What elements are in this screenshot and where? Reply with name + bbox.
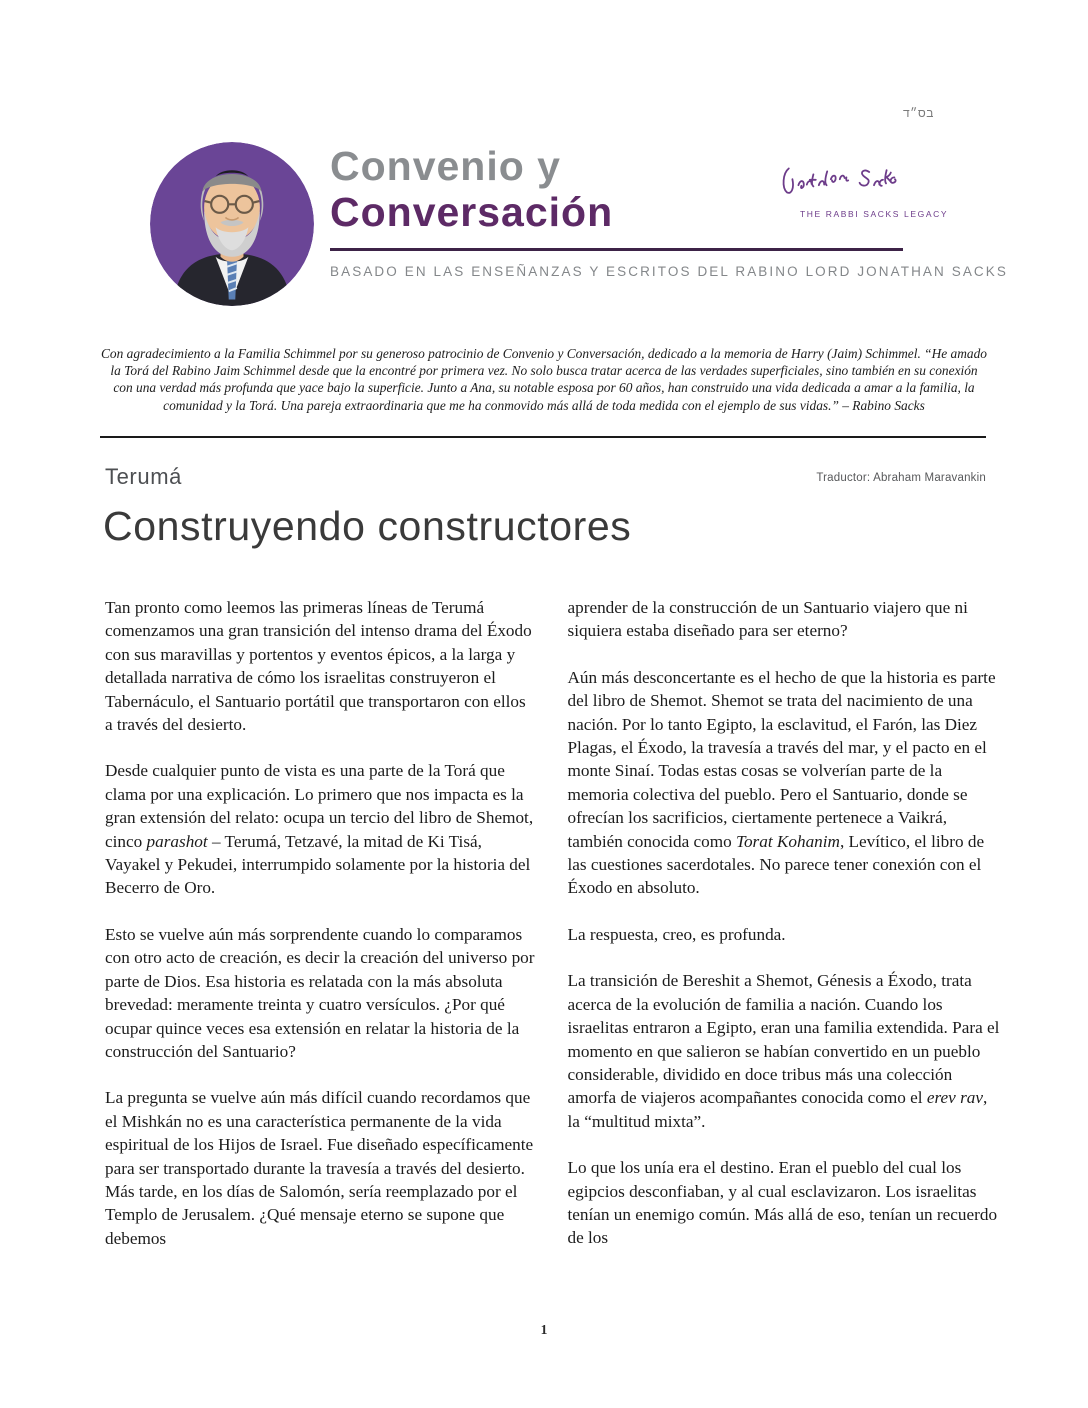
rabbi-sacks-legacy-logo: [778, 160, 949, 219]
text-run: Esto se vuelve aún más sorprendente cuando lo comparamos con otro acto de creación, es decir la creación del universo por parte de Dios. Esa historia es relatada con la más absoluta brevedad: meramente treinta y cuatro versículos. ¿Por qué ocupar quince veces esa extensión en relatar la historia de la construcción del Santuario?: [105, 924, 535, 1061]
translator-credit: Traductor: Abraham Maravankin: [816, 472, 986, 484]
article-title: Construyendo constructores: [103, 503, 632, 549]
rabbi-sacks-portrait: [150, 142, 314, 306]
text-run: Tan pronto como leemos las primeras líneas de Terumá comenzamos una gran transición del intenso drama del Éxodo con sus maravillas y portentos y eventos épicos, a la larga y detallada narrativa de cómo los israelitas construyeron el Tabernáculo, el Santuario portátil que transportaron con ellos a través del desierto.: [105, 598, 532, 735]
section-divider: [100, 436, 986, 438]
italic-term: Torat Kohanim: [735, 831, 840, 851]
body-paragraph: [568, 923, 1001, 946]
article-body: [105, 596, 1000, 1273]
text-run: La transición de Bereshit a Shemot, Génesis a Éxodo, trata acerca de la evolución de familia a nación. Cuando los israelitas entraron a Egipto, eran una familia extendida. Para el momento en que salieron se habían convertido en un pueblo considerable, dividido en doce tribus más una colección amorfa de viajeros acompañantes conocida como el: [567, 971, 1000, 1108]
text-run: La respuesta, creo, es profunda.: [567, 924, 786, 944]
body-paragraph: [568, 596, 1001, 643]
logo-title-line2: Conversación: [330, 189, 614, 236]
page-number: 1: [540, 1322, 548, 1337]
dedication-text: Con agradecimiento a la Familia Schimmel por su generoso patrocinio de Convenio y Conversación, dedicado a la memoria de Harry (Jaim) Schimmel. “He amado la Torá del Rabino Jaim Schimmel desde que la encontré por primera vez. No solo busca tratar acerca de las verdades superficiales, sino también en su conexión con una verdad más profunda que yace bajo la superficie. Junto a Ana, su notable esposa por 60 años, han construido una vida dedicada a amar a la familia, la comunidad y la Torá. Una pareja extraordinaria que me ha conmovido más allá de toda medida con el ejemplo de sus vidas.” – Rabino Sacks: [101, 346, 987, 413]
text-run: La pregunta se vuelve aún más difícil cuando recordamos que el Mishkán no es una característica permanente de la vida espiritual de los Hijos de Israel. Fue diseñado específicamente para ser transportado durante la travesía a través del desierto. Más tarde, en los días de Salomón, sería reemplazado por el Templo de Jerusalem. ¿Qué mensaje eterno se supone que debemos: [105, 1088, 534, 1248]
byline-row: [105, 464, 986, 490]
right-column: [568, 596, 1001, 1273]
italic-term: parashot: [146, 831, 208, 851]
body-paragraph: [568, 969, 1001, 1133]
text-run: aprender de la construcción de un Santuario viajero que ni siquiera estaba diseñado para ser eterno?: [567, 598, 968, 641]
text-run: , la “multitud mixta”.: [567, 1088, 988, 1131]
body-paragraph: [568, 666, 1001, 900]
body-paragraph: [568, 1156, 1001, 1250]
text-run: , Levítico, el libro de las cuestiones sacerdotales. No parece tener conexión con el Éxodo en absoluto.: [567, 831, 985, 898]
portrait-image: [150, 142, 314, 306]
text-run: – Terumá, Tetzavé, la mitad de Ki Tisá, Vayakel y Pekudei, interrumpido solamente por la historia del Becerro de Oro.: [105, 831, 531, 898]
text-run: Desde cualquier punto de vista es una parte de la Torá que clama por una explicación. Lo primero que nos impacta es la gran extensión del relato: ocupa un tercio del libro de Shemot, cinco: [105, 761, 534, 851]
bsd-hebrew-mark: בס״ד: [903, 106, 934, 120]
logo-divider: [330, 248, 903, 251]
text-run: Aún más desconcertante es el hecho de que la historia es parte del libro de Shemot. Shemot se trata del nacimiento de una nación. Por lo tanto Egipto, la esclavitud, el Farón, las Diez Plagas, el Éxodo, la travesía a través del mar, y el pacto en el monte Sinaí. Todas estas cosas se volverían parte de la memoria colectiva del pueblo. Pero el Santuario, donde se ofrecían los sacrificios, ciertamente pertenece a Vaikrá, también conocida como: [567, 667, 996, 851]
italic-term: erev rav: [926, 1088, 984, 1108]
text-run: Lo que los unía era el destino. Eran el pueblo del cual los egipcios desconfiaban, y al cual esclavizaron. Los israelitas tenían un enemigo común. Más allá de eso, tenían un recuerdo de los: [567, 1158, 998, 1248]
jonathan-sacks-signature-icon: [778, 160, 910, 202]
body-paragraph: [105, 759, 538, 899]
left-column: [105, 596, 538, 1273]
body-paragraph: [105, 923, 538, 1063]
newsletter-header: [150, 142, 1008, 322]
logo-tagline: BASADO EN LAS ENSEÑANZAS Y ESCRITOS DEL RABINO LORD JONATHAN SACKS: [330, 264, 1008, 280]
parsha-name: Terumá: [105, 464, 182, 489]
body-paragraph: [105, 1086, 538, 1250]
body-paragraph: [105, 596, 538, 736]
logo-title-line1: Convenio y: [330, 143, 561, 189]
legacy-caption: THE RABBI SACKS LEGACY: [800, 209, 949, 219]
